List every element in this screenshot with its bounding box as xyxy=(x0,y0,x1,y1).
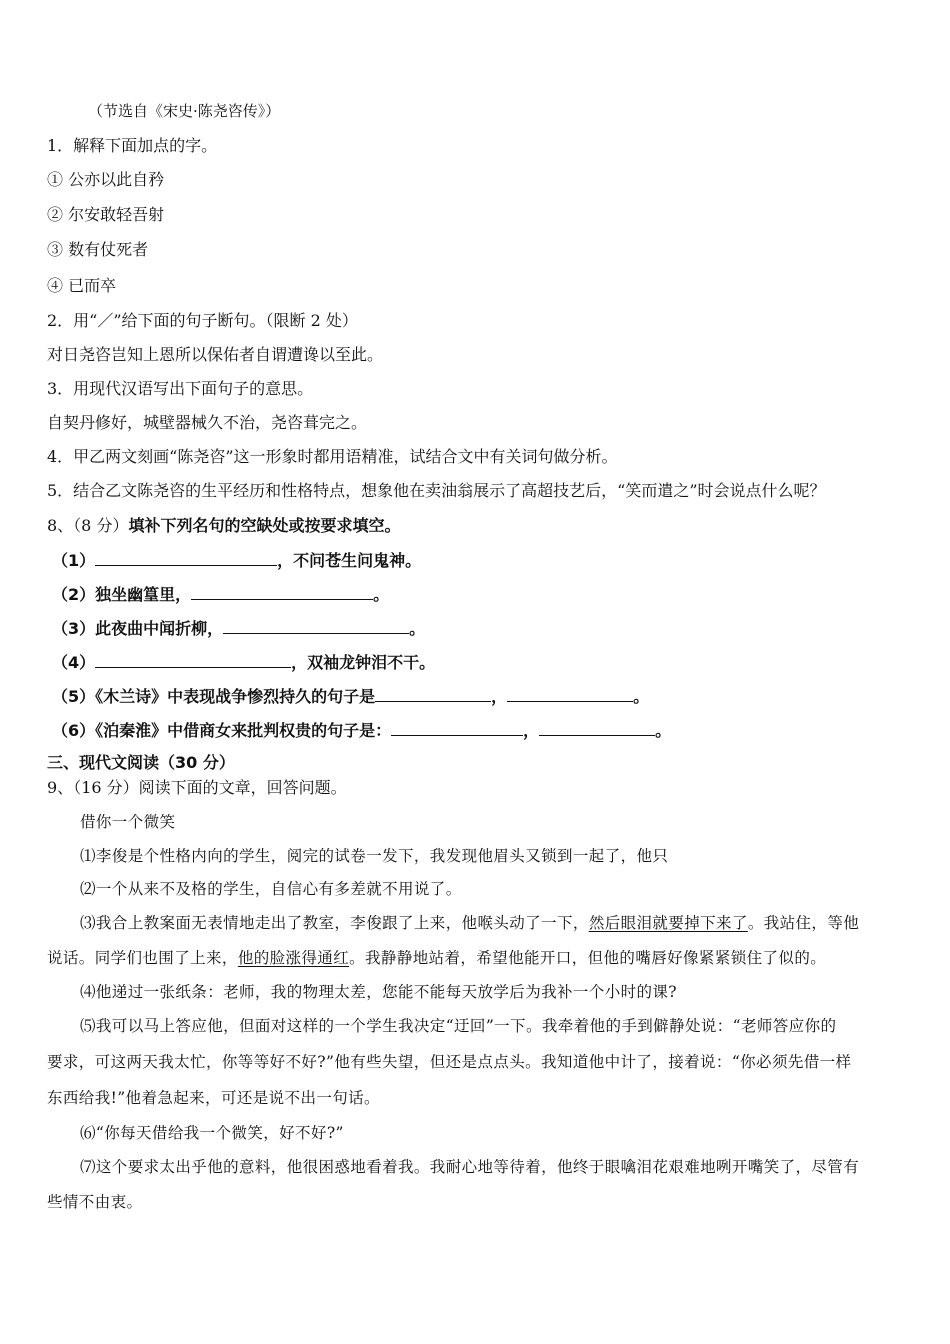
q2-label: 2．用“／”给下面的句子断句。（限断 2 处） xyxy=(47,311,358,330)
q5-label: 5．结合乙文陈尧咨的生平经历和性格特点，想象他在卖油翁展示了高超技艺后，“笑而遣之”时会说点什么呢？ xyxy=(47,481,826,500)
fill-blank[interactable] xyxy=(95,651,291,668)
q8-prefix: 8、（8 分） xyxy=(47,516,129,535)
fill-blank[interactable] xyxy=(95,549,277,566)
article-paragraph xyxy=(80,913,859,933)
item-number: （2） xyxy=(52,585,96,604)
article-paragraph-continued xyxy=(47,948,826,968)
text-span: 。我静静地站着，希望他能开口，但他的嘴唇好像紧紧锁住了似的。 xyxy=(349,949,827,967)
article-paragraph: ⑸我可以马上答应他，但面对这样的一个学生我决定“迂回”一下。我牵着他的手到僻静处说：“老师答应你的 xyxy=(80,1017,837,1035)
fill-blank[interactable] xyxy=(539,719,655,736)
item-text: ， xyxy=(491,687,508,706)
q1-item: ① 公亦以此自矜 xyxy=(47,170,165,189)
item-text: 《木兰诗》中表现战争惨烈持久的句子是 xyxy=(95,687,376,706)
item-text: 独坐幽篁里， xyxy=(95,585,192,604)
q8-item-4 xyxy=(52,651,435,673)
underlined-text: 他的脸涨得通红 xyxy=(237,949,350,967)
text-span: 。我站住，等他 xyxy=(747,914,860,932)
item-text: 。 xyxy=(373,585,390,604)
article-paragraph-continued: 要求，可这两天我太忙，你等等好不好?”他有些失望，但还是点点头。我知道他中计了，接着说：“你必须先借一样 xyxy=(47,1053,852,1071)
text-span: ⑶我合上教案面无表情地走出了教室，李俊跟了上来，他喉头动了一下， xyxy=(80,914,589,932)
item-text: 《泊秦淮》中借商女来批判权贵的句子是： xyxy=(95,721,392,740)
q2-text: 对日尧咨岂知上恩所以保佑者自谓遭谗以至此。 xyxy=(47,345,384,364)
article-paragraph: ⑴李俊是个性格内向的学生，阅完的试卷一发下，我发现他眉头又锁到一起了，他只 xyxy=(80,847,669,865)
q1-item: ③ 数有仗死者 xyxy=(47,240,149,259)
q8-item-6 xyxy=(52,719,671,741)
q8-item-2 xyxy=(52,583,389,605)
item-number: （1） xyxy=(52,551,96,570)
item-text: ，双袖龙钟泪不干。 xyxy=(291,653,436,672)
q1-item: ② 尔安敢轻吾射 xyxy=(47,205,165,224)
article-paragraph: ⑺这个要求太出乎他的意料，他很困惑地看着我。我耐心地等待着，他终于眼噙泪花艰难地咧开嘴笑了，尽管有 xyxy=(80,1158,860,1176)
article-paragraph-continued: 些情不由衷。 xyxy=(47,1193,143,1211)
item-number: （6） xyxy=(52,721,96,740)
q8-title: 填补下列名句的空缺处或按要求填空。 xyxy=(128,516,401,535)
fill-blank[interactable] xyxy=(391,719,523,736)
underlined-text: 然后眼泪就要掉下来了 xyxy=(588,914,748,932)
item-number: （3） xyxy=(52,619,96,638)
q3-text: 自契丹修好，城壁器械久不治，尧咨葺完之。 xyxy=(47,413,368,432)
article-paragraph-continued: 东西给我!”他着急起来，可还是说不出一句话。 xyxy=(47,1089,380,1107)
q1-label: 1．解释下面加点的字。 xyxy=(47,136,218,155)
text-span: 说话。同学们也围了上来， xyxy=(47,949,238,967)
source-citation: （节选自《宋史·陈尧咨传》） xyxy=(88,102,281,120)
item-text: ， xyxy=(523,721,540,740)
q8-heading xyxy=(47,516,400,536)
item-number: （4） xyxy=(52,653,96,672)
fill-blank[interactable] xyxy=(191,583,373,600)
q8-item-1 xyxy=(52,549,421,571)
item-number: （5） xyxy=(52,687,96,706)
fill-blank[interactable] xyxy=(375,685,491,702)
q9-text: （16 分）阅读下面的文章，回答问题。 xyxy=(73,778,347,797)
fill-blank[interactable] xyxy=(507,685,633,702)
article-paragraph: ⑹“你每天借给我一个微笑，好不好?” xyxy=(80,1124,344,1142)
q9-heading xyxy=(47,778,347,798)
item-text: 。 xyxy=(633,687,650,706)
item-text: 此夜曲中闻折柳， xyxy=(95,619,224,638)
article-paragraph: ⑷他递过一张纸条：老师，我的物理太差，您能不能每天放学后为我补一个小时的课? xyxy=(80,983,678,1001)
article-title: 借你一个微笑 xyxy=(80,813,176,831)
q8-item-5 xyxy=(52,685,649,707)
fill-blank[interactable] xyxy=(223,617,409,634)
item-text: ，不问苍生问鬼神。 xyxy=(277,551,422,570)
q8-item-3 xyxy=(52,617,425,639)
item-text: 。 xyxy=(409,619,426,638)
item-text: 。 xyxy=(655,721,672,740)
section-heading: 三、现代文阅读（30 分） xyxy=(47,753,235,772)
q9-prefix: 9、 xyxy=(47,778,74,797)
q1-item: ④ 已而卒 xyxy=(47,276,117,295)
article-paragraph: ⑵一个从来不及格的学生，自信心有多差就不用说了。 xyxy=(80,880,462,898)
q3-label: 3．用现代汉语写出下面句子的意思。 xyxy=(47,379,314,398)
q4-label: 4．甲乙两文刻画“陈尧咨”这一形象时都用语精准，试结合文中有关词句做分析。 xyxy=(47,447,618,466)
